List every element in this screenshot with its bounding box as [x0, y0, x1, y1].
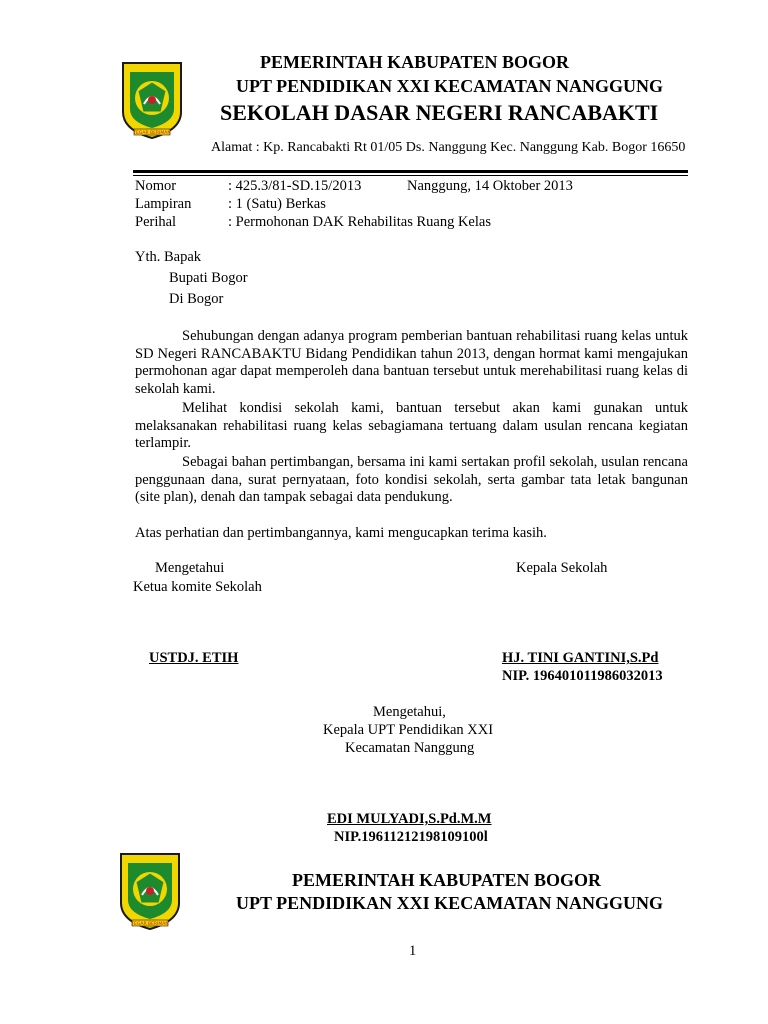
- lampiran-value: : 1 (Satu) Berkas: [228, 196, 326, 212]
- svg-text:TEGAR BERIMAN: TEGAR BERIMAN: [131, 922, 169, 927]
- recipient-salutation: Yth. Bapak: [135, 249, 202, 265]
- center-sign-label-2: Kepala UPT Pendidikan XXI: [323, 722, 494, 738]
- header-address: Alamat : Kp. Rancabakti Rt 01/05 Ds. Nanggung Kec. Nanggung Kab. Bogor 16650: [211, 140, 686, 155]
- center-sign-label-1: Mengetahui,: [373, 704, 446, 720]
- body-paragraph-3: Sebagai bahan pertimbangan, bersama ini kami sertakan profil sekolah, usulan rencana penggunaan dana, surat pernyataan, foto kondisi sekolah, serta gambar tata letak bangunan (site plan), denah dan tampak sebagai data pendukung.: [135, 454, 688, 505]
- header-rule-thick: [133, 170, 688, 173]
- right-signatory-name: HJ. TINI GANTINI,S.Pd: [502, 650, 659, 666]
- header-upt: UPT PENDIDIKAN XXI KECAMATAN NANGGUNG: [236, 76, 664, 96]
- body-paragraph-2: Melihat kondisi sekolah kami, bantuan tersebut akan kami gunakan untuk melaksanakan rehabilitasi ruang kelas sebagiamana tertuang dalam usulan rencana kegiatan terlampir.: [135, 400, 688, 451]
- nomor-label: Nomor: [135, 178, 177, 194]
- lampiran-label: Lampiran: [135, 196, 192, 212]
- left-sign-label-1: Mengetahui: [155, 560, 225, 576]
- center-sign-label-3: Kecamatan Nanggung: [345, 740, 475, 756]
- footer-upt: UPT PENDIDIKAN XXI KECAMATAN NANGGUNG: [236, 893, 664, 913]
- recipient-name: Bupati Bogor: [169, 270, 248, 286]
- bogor-regency-logo-icon: [118, 851, 182, 931]
- center-signatory-name: EDI MULYADI,S.Pd.M.M: [327, 811, 492, 827]
- letter-date: Nanggung, 14 Oktober 2013: [407, 178, 573, 194]
- header-government: PEMERINTAH KABUPATEN BOGOR: [260, 52, 570, 72]
- header-rule-thin: [133, 175, 688, 176]
- perihal-label: Perihal: [135, 214, 177, 230]
- nomor-value: : 425.3/81-SD.15/2013: [228, 178, 362, 194]
- footer-government: PEMERINTAH KABUPATEN BOGOR: [292, 870, 602, 890]
- center-signatory-nip: NIP.19611212198109100l: [334, 829, 488, 845]
- right-signatory-nip: NIP. 196401011986032013: [502, 668, 663, 684]
- page-number: 1: [409, 943, 417, 959]
- left-sign-label-2: Ketua komite Sekolah: [133, 579, 262, 595]
- perihal-value: : Permohonan DAK Rehabilitas Ruang Kelas: [228, 214, 491, 230]
- bogor-regency-logo-icon: [120, 60, 184, 140]
- svg-text:TEGAR BERIMAN: TEGAR BERIMAN: [133, 131, 171, 136]
- left-signatory-name: USTDJ. ETIH: [149, 650, 239, 666]
- recipient-place: Di Bogor: [169, 291, 224, 307]
- right-sign-label: Kepala Sekolah: [516, 560, 608, 576]
- header-school-name: SEKOLAH DASAR NEGERI RANCABAKTI: [220, 100, 659, 125]
- body-paragraph-1: Sehubungan dengan adanya program pemberian bantuan rehabilitasi ruang kelas untuk SD Negeri RANCABAKTU Bidang Pendidikan tahun 2013, dengan hormat kami mengajukan permohonan agar dapat memperoleh dana bantuan tersebut untuk merehabilitasi ruang kelas di sekolah kami.: [135, 328, 688, 397]
- closing-line: Atas perhatian dan pertimbangannya, kami mengucapkan terima kasih.: [135, 525, 547, 541]
